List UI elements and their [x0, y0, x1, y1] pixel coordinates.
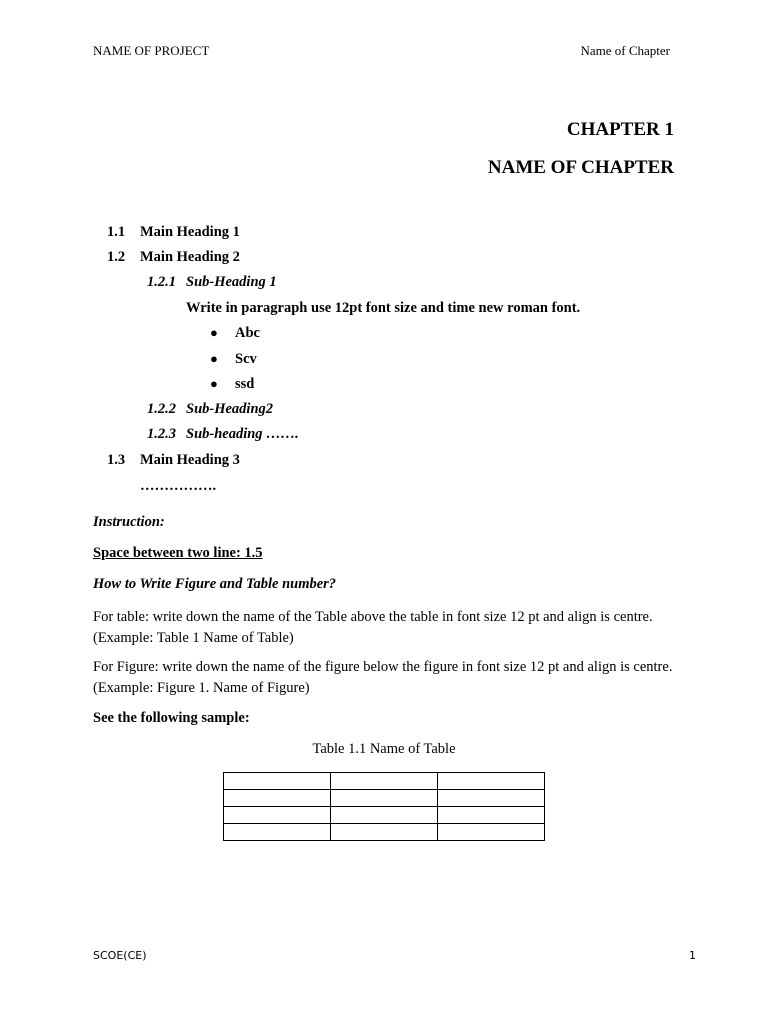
table-cell — [438, 773, 545, 790]
table-cell — [438, 824, 545, 841]
subheading-text: Sub-heading ……. — [186, 426, 299, 442]
bullet-item: ● Scv — [210, 351, 257, 367]
heading-number: 1.2 — [107, 249, 126, 265]
heading-text: Main Heading 3 — [140, 452, 240, 468]
table-caption: Table 1.1 Name of Table — [312, 741, 456, 757]
header-project-name: NAME OF PROJECT — [93, 43, 210, 58]
table-row — [224, 790, 545, 807]
footer-institution: SCOE(CE) — [93, 949, 147, 962]
page-number: 1 — [689, 949, 696, 962]
placeholder-dots: ……………. — [140, 478, 217, 494]
bullet-icon: ● — [210, 351, 218, 366]
heading-text: Main Heading 1 — [140, 224, 240, 240]
paragraph-instruction: Write in paragraph use 12pt font size and time new roman font. — [186, 300, 581, 316]
sub-heading-2 — [147, 401, 273, 418]
table-cell — [224, 824, 331, 841]
subheading-number: 1.2.1 — [147, 274, 176, 290]
subheading-text: Sub-Heading2 — [186, 401, 274, 417]
heading-number: 1.1 — [107, 224, 126, 240]
sample-label: See the following sample: — [93, 710, 250, 726]
table-caption-rule: For table: write down the name of the Table above the table in font size 12 pt and align is centre. (Example: Table 1 Name of Table) — [93, 609, 653, 646]
table-row — [224, 773, 545, 790]
sub-heading-3 — [147, 426, 299, 443]
main-heading-3 — [107, 452, 240, 469]
sample-table — [223, 772, 545, 841]
bullet-item: ● ssd — [210, 376, 255, 392]
header-chapter-name: Name of Chapter — [580, 43, 670, 58]
table-cell — [438, 790, 545, 807]
subheading-number: 1.2.3 — [147, 426, 176, 442]
main-heading-2 — [107, 249, 240, 266]
figure-caption-rule: For Figure: write down the name of the figure below the figure in font size 12 pt and align is centre. (Example: Figure 1. Name of Figure) — [93, 659, 673, 696]
bullet-item: ● Abc — [210, 325, 260, 341]
table-row — [224, 824, 545, 841]
table-cell — [331, 773, 438, 790]
bullet-icon: ● — [210, 325, 218, 340]
chapter-title: NAME OF CHAPTER — [487, 157, 674, 178]
instruction-label: Instruction: — [93, 514, 165, 530]
table-cell — [331, 790, 438, 807]
table-cell — [224, 773, 331, 790]
table-cell — [224, 790, 331, 807]
subheading-text: Sub-Heading 1 — [186, 274, 277, 290]
heading-text: Main Heading 2 — [140, 249, 240, 265]
main-heading-1 — [107, 224, 240, 241]
subheading-number: 1.2.2 — [147, 401, 176, 417]
line-spacing-note: Space between two line: 1.5 — [93, 545, 263, 561]
chapter-number: CHAPTER 1 — [566, 119, 674, 140]
table-row — [224, 807, 545, 824]
table-cell — [331, 824, 438, 841]
heading-number: 1.3 — [107, 452, 126, 468]
bullet-icon: ● — [210, 376, 218, 391]
table-cell — [331, 807, 438, 824]
table-cell — [224, 807, 331, 824]
sub-heading-1 — [147, 274, 277, 291]
numbering-question: How to Write Figure and Table number? — [93, 576, 337, 592]
table-cell — [438, 807, 545, 824]
